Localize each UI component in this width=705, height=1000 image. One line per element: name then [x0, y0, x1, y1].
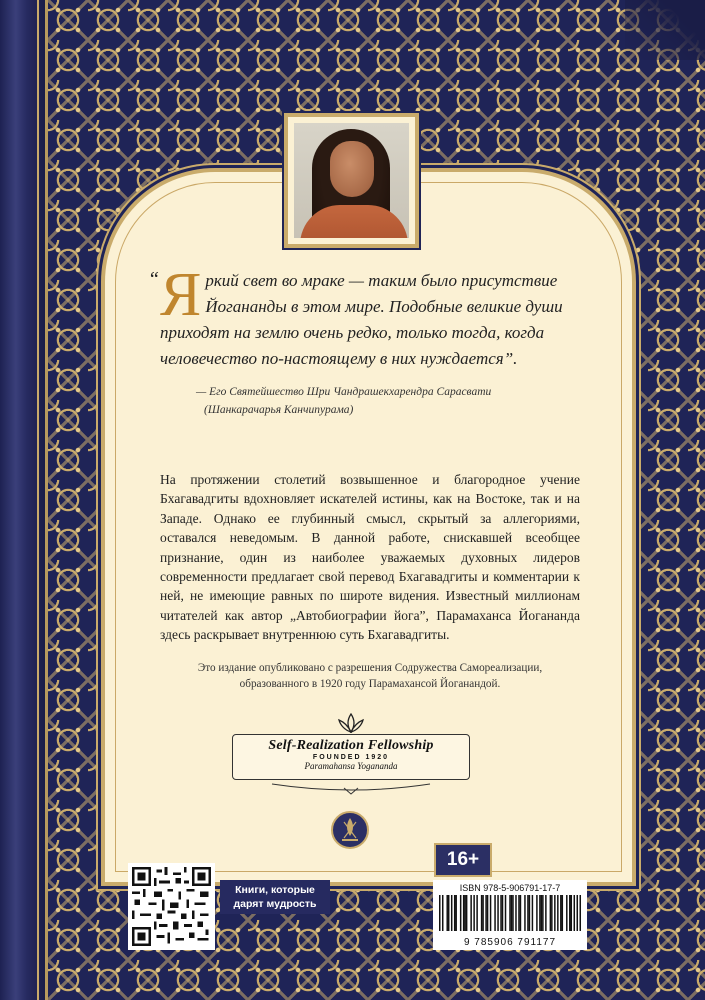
srf-founded: FOUNDED 1920 [312, 754, 390, 761]
book-description [160, 470, 580, 645]
publisher-emblem-icon [330, 810, 370, 850]
age-rating-badge: 16+ [434, 843, 492, 877]
description-paragraph: На протяжении столетий возвышенное и благородное учение Бхагавадгиты вдохновляет искателей истины, как на Востоке, так и на Западе. Однако ее глубинный смысл, скрытый за аллегориями, оставался неведомым. В данной работе, снискавшей всеобщее признание, один из наиболее уважаемых духовных лидеров современности предлагает свой перевод Бхагавадгиты и комментарии к ней, не имеющие равных по широте видения. Известный миллионам читателей как автор „Автобиографии йога”, Парамаханса Йогананда здесь раскрывает внутреннюю суть Бхагавадгиты. [160, 472, 580, 643]
qr-code[interactable] [128, 863, 215, 950]
srf-plaque [232, 734, 470, 780]
tagline-line1: Книги, которые [235, 884, 315, 896]
publication-note-line1: Это издание опубликовано с разрешения Содружества Самореализации, [197, 662, 543, 674]
srf-signature: Paramahansa Yogananda [304, 761, 398, 771]
srf-logo [232, 712, 470, 798]
isbn-barcode [433, 880, 587, 950]
series-tagline [220, 880, 330, 914]
barcode-bars-icon [439, 895, 581, 931]
quote-attribution-title: (Шанкарачарья Канчипурама) [204, 404, 354, 416]
author-portrait [294, 123, 409, 238]
qr-code-icon [132, 867, 211, 946]
book-spine [0, 0, 48, 1000]
isbn-number: ISBN 978-5-906791-17-7 [459, 883, 561, 893]
portrait-frame [284, 113, 419, 248]
ean-number: 9 785906 791177 [463, 937, 557, 948]
plaque-ornament [232, 782, 470, 796]
tagline-line2: дарят мудрость [233, 898, 317, 910]
publication-note [140, 660, 600, 692]
quote-text: ркий свет во мраке — таким было присутствие Йогананды в этом мире. Подобные великие души приходят на землю очень редко, только тогда, когда человечество по-настоящему в них нуждается”. [160, 271, 563, 368]
quote-open-mark: “ [148, 268, 160, 290]
quote-dropcap: Я [160, 261, 202, 329]
publication-note-line2: образованного в 1920 году Парамахансой Йоганандой. [239, 678, 501, 690]
corner-shade [625, 0, 705, 60]
quote-block [160, 261, 590, 372]
srf-name: Self-Realization Fellowship [268, 738, 434, 753]
quote-attribution: — Его Святейшество Шри Чандрашекхарендра Сарасвати [196, 386, 492, 398]
